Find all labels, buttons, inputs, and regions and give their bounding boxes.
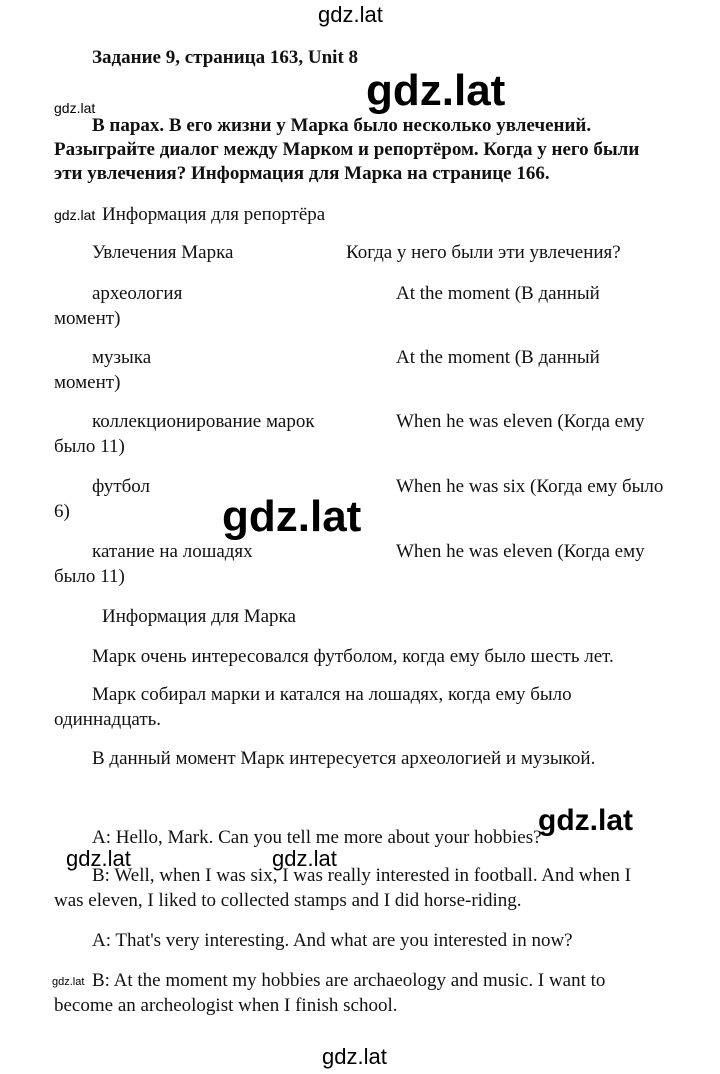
watermark: gdz.lat xyxy=(318,2,383,27)
watermark: gdz.lat xyxy=(322,1044,387,1069)
when-cell-continued: было 11) xyxy=(54,436,125,457)
when-cell: When he was eleven (Когда ему xyxy=(396,541,645,562)
mark-info-paragraph: Марк очень интересовался футболом, когда ему было шесть лет. xyxy=(92,646,614,667)
mark-info-paragraph: одиннадцать. xyxy=(54,709,162,730)
task-line-2: Разыграйте диалог между Марком и репортёром. Когда у него были xyxy=(54,139,640,160)
when-cell-continued: момент) xyxy=(54,372,121,393)
dialog-line: B: At the moment my hobbies are archaeology and music. I want to xyxy=(92,970,606,991)
watermark: gdz.lat xyxy=(272,846,337,871)
reporter-info-heading: Информация для репортёра xyxy=(102,204,326,225)
hobby-cell: археология xyxy=(92,283,183,304)
col-hobbies-header: Увлечения Марка xyxy=(92,242,234,263)
dialog-line: become an archeologist when I finish school. xyxy=(54,995,398,1016)
hobby-cell: катание на лошадях xyxy=(92,541,253,562)
hobby-cell: футбол xyxy=(92,476,151,497)
dialog-line: A: That's very interesting. And what are you interested in now? xyxy=(92,930,573,951)
watermark: gdz.lat xyxy=(538,804,633,837)
dialog-line: was eleven, I liked to collected stamps and I did horse-riding. xyxy=(54,890,522,911)
watermark: gdz.lat xyxy=(366,66,506,115)
mark-info-paragraph: Марк собирал марки и катался на лошадях, когда ему было xyxy=(92,684,572,705)
page-title: Задание 9, страница 163, Unit 8 xyxy=(92,47,359,68)
mark-info-paragraph: В данный момент Марк интересуется археологией и музыкой. xyxy=(92,748,596,769)
when-cell: At the moment (В данный xyxy=(396,283,600,304)
watermark: gdz.lat xyxy=(54,207,96,223)
watermark: gdz.lat xyxy=(54,100,96,116)
mark-info-heading: Информация для Марка xyxy=(102,606,296,627)
hobby-cell: коллекционирование марок xyxy=(92,411,315,432)
when-cell: When he was six (Когда ему было xyxy=(396,476,664,497)
task-line-1: В парах. В его жизни у Марка было несколько увлечений. xyxy=(92,115,592,136)
watermark: gdz.lat xyxy=(66,846,131,871)
when-cell-continued: было 11) xyxy=(54,566,125,587)
when-cell-continued: момент) xyxy=(54,308,121,329)
when-cell-continued: 6) xyxy=(54,501,70,522)
dialog-line: A: Hello, Mark. Can you tell me more about your hobbies? xyxy=(92,827,542,848)
dialog-line: B: Well, when I was six, I was really interested in football. And when I xyxy=(92,865,631,886)
hobby-cell: музыка xyxy=(92,347,152,368)
when-cell: At the moment (В данный xyxy=(396,347,600,368)
watermark: gdz.lat xyxy=(52,976,85,988)
watermark: gdz.lat xyxy=(222,492,362,541)
col-when-header: Когда у него были эти увлечения? xyxy=(346,242,621,263)
task-line-3: эти увлечения? Информация для Марка на странице 166. xyxy=(54,163,550,184)
when-cell: When he was eleven (Когда ему xyxy=(396,411,645,432)
